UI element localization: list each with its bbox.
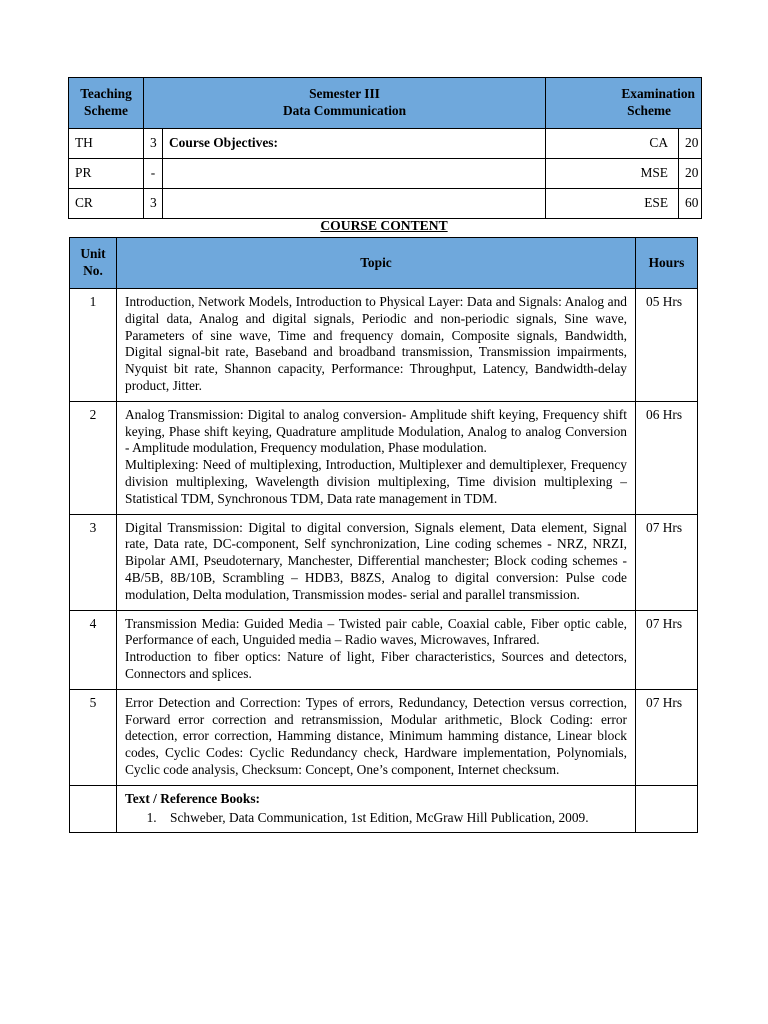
exam-label: CA [546,129,679,159]
exam-marks: 60 [679,189,702,219]
scheme-table [68,77,702,219]
unit-topic [117,689,636,785]
content-header-row [70,238,698,289]
scheme-middle-cell [163,159,546,189]
course-content-table [69,237,698,833]
scheme-value: 3 [144,189,163,219]
unit-topic [117,610,636,689]
scheme-header-row [69,78,702,129]
unit-row [70,289,698,402]
books-cell [117,785,636,833]
topic-paragraph: Error Detection and Correction: Types of errors, Redundancy, Detection versus correction, Forward error correction and retransmission, Modular arithmetic, Block Coding: error detection, error correction, Hamming distance, Minimum hamming distance, Linear block codes, Cyclic Codes: Cyclic Redundancy check, Hardware implementation, Polynomials, Cyclic code analysis, Checksum: Concept, One’s component, Internet checksum. [125,694,627,777]
unit-hours: 06 Hrs [636,401,698,514]
unit-number: 5 [70,689,117,785]
unit-hours: 07 Hrs [636,514,698,610]
scheme-label: TH [69,129,144,159]
course-title-heading [144,78,546,129]
exam-marks: 20 [679,129,702,159]
scheme-value: 3 [144,129,163,159]
topic-paragraph: Transmission Media: Guided Media – Twisted pair cable, Coaxial cable, Fiber optic cable, Performance of each, Unguided media – Radio waves, Microwaves, Infrared. [125,615,627,648]
hours-heading: Hours [636,238,698,289]
unit-topic [117,289,636,402]
unit-hours: 05 Hrs [636,289,698,402]
unit-row [70,401,698,514]
scheme-label: CR [69,189,144,219]
unit-number: 2 [70,401,117,514]
unit-number: 1 [70,289,117,402]
topic-paragraph: Introduction, Network Models, Introduction to Physical Layer: Data and Signals: Analog and digital data, Analog and digital signals, Periodic and non-periodic signals, Sine wave, Parameters of sine wave, Time and frequency domain, Composite signals, Bandwidth, Digital signal-bit rate, Baseband and broadband transmission, Transmission impairments, Nyquist bit rate, Shannon capacity, Performance: Throughput, Latency, Bandwidth-delay product, Jitter. [125,294,627,393]
examination-scheme-heading: Examination Scheme [546,78,702,129]
unit-hours: 07 Hrs [636,610,698,689]
course-objectives-label: Course Objectives: [163,129,546,159]
books-empty-cell [70,785,117,833]
teaching-scheme-heading: Teaching Scheme [69,78,144,129]
scheme-row-cr [69,189,702,219]
books-list [125,810,627,827]
unit-row [70,610,698,689]
exam-label: MSE [546,159,679,189]
exam-label: ESE [546,189,679,219]
exam-marks: 20 [679,159,702,189]
topic-paragraph: Introduction to fiber optics: Nature of light, Fiber characteristics, Sources and detectors, Connectors and splices. [125,649,627,681]
unit-row [70,514,698,610]
unit-topic [117,514,636,610]
scheme-row-th [69,129,702,159]
unit-hours: 07 Hrs [636,689,698,785]
books-hours-cell [636,785,698,833]
topic-heading: Topic [117,238,636,289]
scheme-value: - [144,159,163,189]
scheme-middle-cell [163,189,546,219]
unit-number: 4 [70,610,117,689]
books-title: Text / Reference Books: [125,790,260,806]
topic-paragraph: Multiplexing: Need of multiplexing, Introduction, Multiplexer and demultiplexer, Frequency division multiplexing, Wavelength division multiplexing, Time division multiplexing – Statistical TDM, Synchronous TDM, Data rate management in TDM. [125,457,627,506]
course-content-title: COURSE CONTENT [320,218,448,233]
topic-paragraph: Digital Transmission: Digital to digital conversion, Signals element, Data element, Signal rate, Data rate, DC-component, Self synchronization, Line coding schemes - NRZ, NRZI, Bipolar AMI, Pseudoternary, Manchester, Differential manchester; Block coding schemes - 4B/5B, 8B/10B, Scrambling – HDB3, B8ZS, Analog to digital conversion: Pulse code modulation, Delta modulation, Transmission modes- serial and parallel transmission. [125,519,627,602]
topic-paragraph: Analog Transmission: Digital to analog conversion- Amplitude shift keying, Frequency shift keying, Phase shift keying, Quadrature amplitude Modulation, Analog to analog Conversion - Amplitude modulation, Frequency modulation, Phase modulation. [125,406,627,456]
scheme-label: PR [69,159,144,189]
unit-number: 3 [70,514,117,610]
books-row [70,785,698,833]
unit-row [70,689,698,785]
scheme-row-pr [69,159,702,189]
unit-topic [117,401,636,514]
subject-label: Data Communication [282,103,407,118]
semester-label: Semester III [309,86,380,102]
book-item: 1. Schweber, Data Communication, 1st Edition, McGraw Hill Publication, 2009. [160,810,627,827]
unit-no-heading: Unit No. [70,238,117,289]
